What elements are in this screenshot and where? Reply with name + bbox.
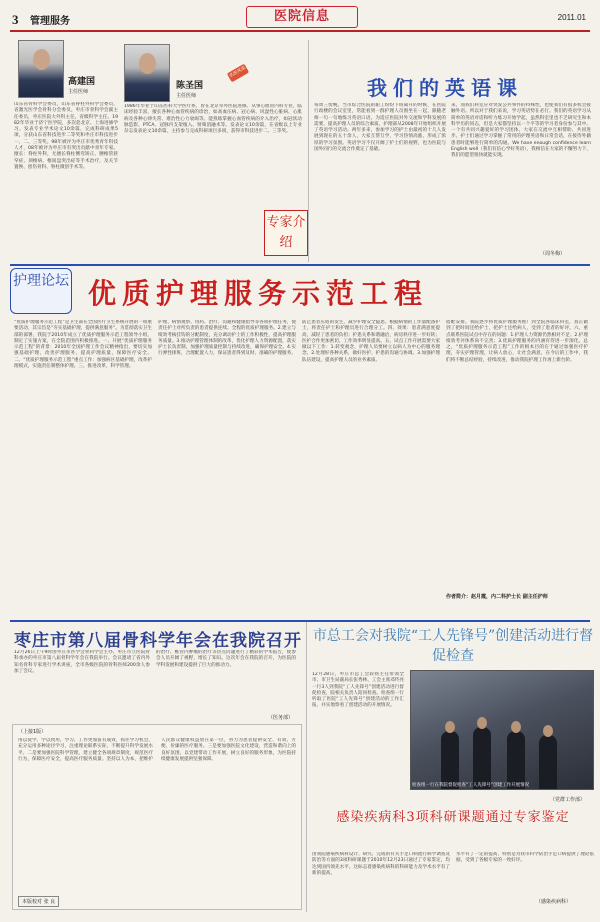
person-figure [473, 727, 491, 789]
research-text-left: 由我院感染疾病科设计、研究、完成的有关手足口病流行病学调查及防治等方面的3项科研课题于2010年12月23日通过了专家鉴定，均达到国内领先水平。这标志着感染疾病科的科研能力及学术水平有了新的提高。 [312, 852, 450, 876]
masthead-logo: 医院信息 [246, 6, 358, 28]
expert-intro-badge: 专家介绍 [264, 210, 308, 256]
ortho-title: 枣庄市第八届骨科学年会在我院召开 [14, 631, 302, 651]
expert1-bio: 山东省骨科学会委员，山东省脊柱外科学会委员，省激光医学会骨科分会委员。枣庄市骨科学会副主任委员，枣庄医院大外科主任，省级科学主任。1982年毕业于济宁医学院，多次赴北京、上海进修学习。发表专业学术论文10余篇，完成科研成果5项，分获山东省科技进步二等奖和枣庄市科技进步一、二、三等奖。98年被评为枣庄市优秀青年科技人才，08年被评为枣庄市有突出贡献中青年专家。擅长：脊柱外科，尤擅长脊柱侧弯矫正、腰椎管狭窄症、颈椎病、椎间盘突出症等手术治疗，及关节置换、创伤骨科、脊柱微创手术等。 [14, 102, 118, 170]
person-figure [507, 731, 525, 789]
expert2-photo [124, 44, 170, 102]
section-name: 管理服务 [30, 16, 70, 27]
research-text-right: 水平有了一定的提高，特别是为我市科学防治手足口病提供了理论依据，受到了各级专家的一致好评。 [456, 852, 594, 864]
research-source: （感染疾病科） [536, 899, 572, 905]
pioneer-text: 12月28日，枣庄市总工会段扬主任带领全市、市卫生局副局长张秀林、工会主席邓传亮一行3人到我院“工人先锋号”创建活动进行督促检查，院相关负责人陪同检查。检查组一行听取了医院“工人先锋号”创建活动的工作汇报，并实地察看了创建活动的开展情况。 [312, 672, 404, 709]
pioneer-title: 市总工会对我院“工人先锋号”创建活动进行督促检查 [312, 628, 594, 664]
expert2-name: 陈圣国 [176, 81, 204, 91]
english-text-left: 每周三傍晚，当市综合医院的职工纷纷下班离开的时候，在医院行政楼的会议室里，常能看到一群护理人员围坐在一起，跟随老师一句一句地练习英语口语。为适应医院对外交流和学科发展的需要，提高护理人员的综合素质，护理部从2008年开始组织开展了英语学习活动。两年多来，参加学习的护士由最初的十几人发展到现在的五十余人，大家互帮互学，学习热情高涨，形成了浓厚的学习氛围。英语学习不仅开阔了护士们的视野，也为医院与国外同行的交流合作奠定了基础。 [314, 103, 446, 153]
section-rule [10, 264, 590, 266]
page-header [0, 0, 600, 40]
english-signature: （周冬梅） [540, 251, 566, 257]
issue-date: 2011.01 [557, 13, 586, 22]
nursing-author: 作者简介：赵月霞，内二科护士长 副主任护师 [446, 594, 548, 600]
english-text-right: 来，而我们科室应对突发公共事件的特殊性，也使我们有很多机会接触外语。所以对于我们来说，学习英语势在必行。我们的英语学习从简单的英语对话和听力练习开始学起，虽然科室里也不乏研究生和本科学历的同志，但是大家都坚持以一个平等的学习者身份参与其中。一个有共同兴趣爱好的学习团体，大家在交流中互相帮助、共同进步。护士们通过学习掌握了常用的护理英语和日常会话，在接待外籍患者时能够进行简单的沟通。We have enough confidence learn English well（我们有信心学好英语），我相信在大家的不懈努力下，我们的愿望很快就能实现。 [451, 103, 591, 159]
research-title: 感染疾病科3项科研课题通过专家鉴定 [336, 810, 570, 825]
nursing-banner [10, 268, 590, 314]
nursing-column-4: 搭配安排。我院逐步将优质护理服务推广到全院各临床科室，真正做到了把时间还给护士，把护士还给病人，受到了患者的好评。六、重点联系医院试点中存在的问题：1.护理人力资源仍然相对不足；2.护理绩效考评体系尚不完善；3.优质护理服务的内涵有待进一步深化。总之，“优质护理服务示范工程”工作的根本目的在于通过加强医疗护理，夯实护理管理，让病人放心，让社会满意，在今后的工作中，我们将不断总结经验，持续改进，推动我院护理工作再上新台阶。 [446, 320, 588, 363]
ortho-text-right: 的治疗、椎管内肿瘤的治疗等热点问题进行了精彩的学术报告，使参会人员开阔了视野，增长了知识。这次年会在我院的召开，为医院的学科发展和建设提供了巨大的推动力。 [156, 650, 296, 668]
nursing-forum-tag: 护理论坛 [10, 268, 72, 314]
page-number: 3 [12, 12, 19, 27]
continued-text: 用以促学、学以致用，学习、工作更加富有成效，抓住学习机会，充分运用多种途径学习，注重理论联系实际，不断提升科学发展水平。二是要加强医院科学管理，建立健全各项规章制度，规范医疗行为，保障医疗安全，提高医疗服务质量。坚持以人为本，把维护人民群众健康权益放在第一位，努力为患者提供安全、有效、方便、价廉的医疗服务。三是要加强医院文化建设，营造和谐向上的良好氛围，以党建带动工作开展，树立良好的服务形象，为医院持续健康发展提供坚强保障。 [18, 738, 296, 762]
expert2-title: 主任医师 [176, 93, 197, 99]
expert2-bio: 1986年毕业于山东医科大学医疗系，曾在北京阜外医院进修。从事心血管内科专业，临床经验丰富，擅长各种心血管疾病的诊治，如高血压病、冠心病、风湿性心脏病、心肌病及各种心律失常、难治性心力衰竭等。能熟练掌握心血管疾病的介入治疗，如冠状动脉造影、PTCA、冠脉内支架植入、射频消融术等。发表论文10余篇，在省级以上专业杂志发表论文10余篇，主持参与完成科研项目多项，获得市科技进步二、三等奖。 [124, 104, 302, 135]
expert1-name: 高建国 [68, 77, 96, 87]
section-rule [10, 620, 590, 622]
photo-caption: 检查组一行在我院督促检查“工人先锋号”创建工作开展情况 [412, 783, 530, 788]
pioneer-source: （党群工作部） [550, 797, 586, 803]
inspection-photo [410, 670, 594, 790]
proofreader-note: 本版校对 张 良 [18, 896, 59, 907]
ortho-text-left: 12月26日上午9时由枣庄市医学会骨科学会主办、枣庄市立医院骨科承办的枣庄市第八届骨科学年会在我院举行。会议邀请了省内外知名骨科专家进行学术讲座，全市各级医院的骨科医师200余人参加了会议。 [14, 650, 150, 674]
nursing-column-2: 护理、病情观察、用药、治疗、沟通和健康指导等各项护理任务，使责任护士对所负责的患者提供连续、全程的优质护理服务。2.建立与绩效考核挂钩的分配制度，充分调动护士的工作积极性，提高护理服务质量。3.推动护理管理体制的改革，优化护理人力资源配置，落实护士长负责制，加强护理质量控制与持续改进，确保护理安全。4.实行弹性排班，合理配置人力，保证患者得到及时、准确的护理服务。 [158, 320, 296, 357]
nursing-column-3: 防止患者压疮的发生，减少护理安全隐患。根据病情的工作量配备护士，将责任护士和护理员进行合理分工。四、效果：患者满意度提高，减轻了患者的负担；护患关系和谐融洽，病房秩序进一步好转；医护合作更加密切，工作效率明显提高。五、试点工作开展需要大家做以下工作：1.转变观念，护理人员要树立以病人为中心的服务理念。2.处理好各种关系，做好医护、护患的沟通与协调。3.加强护理队伍建设，提高护理人员的业务素质。 [302, 320, 440, 363]
header-rule [10, 30, 590, 32]
english-title: 我们的英语课 [367, 76, 523, 100]
column-divider [306, 622, 307, 912]
continued-label: （上接1版） [18, 729, 47, 735]
nursing-column-1: “优质护理服务示范工程”是卫生部在全国医疗卫生系统开展的一项重要活动，其宗旨是“夯实基础护理，提供满意服务”。为贯彻落实卫生部的部署，我院于2010年成立了优质护理服务示范工程领导小组，制定了实施方案，在全院范围内积极推进。一、开展“优质护理服务示范工程”的背景：2010年全国护理工作会议精神指出，要切实加强基础护理，改善护理服务，提高护理质量，保障医疗安全。二、“优质护理服务示范工程”重点工作：加强病区基础护理，改革护理模式，实施责任制整体护理。三、推进改革，科学管理。 [14, 320, 152, 370]
expert1-photo [18, 40, 64, 98]
expert-tag: 名医风采 [227, 64, 249, 83]
nursing-banner-title: 优质护理服务示范工程 [88, 277, 429, 310]
ortho-source: （医务部） [268, 715, 294, 721]
person-figure [441, 731, 459, 789]
person-figure [539, 735, 557, 789]
expert1-title: 主任医师 [68, 89, 89, 95]
